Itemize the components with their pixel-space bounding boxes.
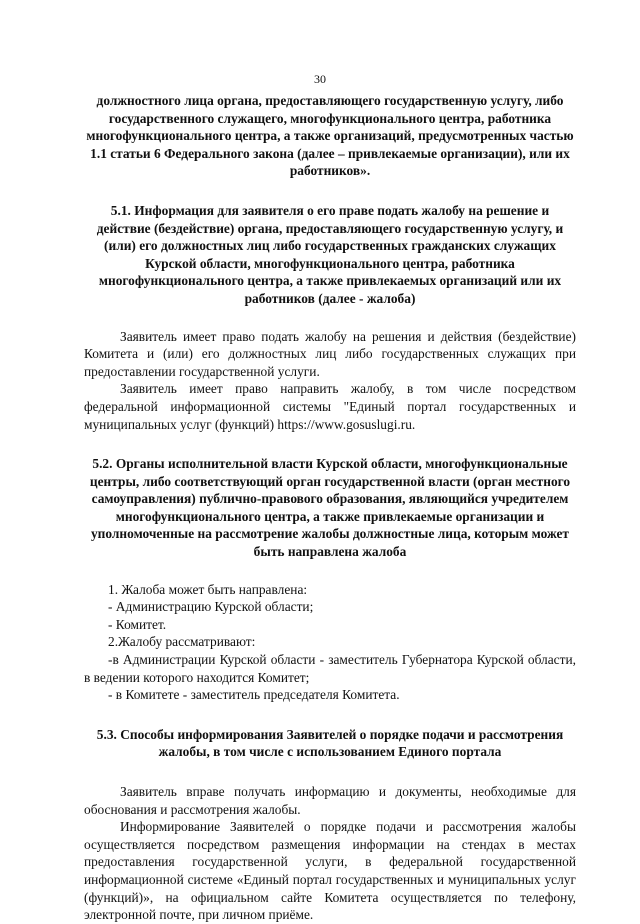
section-5-2-line-4: 2.Жалобу рассматривают:: [108, 634, 256, 650]
section-5-3-paragraph-2: Информирование Заявителей о порядке подачи и рассмотрения жалобы осуществляется посредством размещения информации на стендах в местах предоставления государственной услуги, в федеральной государственной информационной системе «Единый портал государственных и муниципальных услуг (функций)», на официальном сайте Комитета осуществляется по телефону, электронной почте, при личном приёме.: [84, 819, 576, 923]
section-5-1-paragraph-1: Заявитель имеет право подать жалобу на решения и действия (бездействие) Комитета и (или) его должностных лиц либо государственных служащих при предоставлении государственной услуги.: [84, 328, 576, 379]
section-5-3-heading: 5.3. Способы информирования Заявителей о порядке подачи и рассмотрения жалобы, в том числе с использованием Единого портала: [96, 726, 564, 760]
section-5-1-heading: 5.1. Информация для заявителя о его праве подать жалобу на решение и действие (бездействие) органа, предоставляющего государственную услугу, и (или) его должностных лиц либо государственных гражданских служащих Курской области, многофункционального центра, работника многофункционального центра, а также привлекаемых организаций или их работников (далее - жалоба): [96, 202, 564, 306]
page-number: 30: [314, 72, 326, 86]
section-5-2-line-3: - Комитет.: [108, 616, 167, 632]
section-5-2-line-6: - в Комитете - заместитель председателя Комитета.: [108, 687, 400, 703]
intro-heading: должностного лица органа, предоставляющего государственную услугу, либо государственного служащего, многофункционального центра, работника многофункционального центра, а также организаций, предусмотренных частью 1.1 статьи 6 Федерального закона (далее – привлекаемые организации), или их работников».: [86, 93, 574, 179]
section-5-1-paragraph-2: Заявитель имеет право направить жалобу, в том числе посредством федеральной информационной системы "Единый портал государственных и муниципальных услуг (функций) https://www.gosuslugi.ru.: [84, 381, 576, 432]
document-body: [84, 58, 576, 924]
section-5-2-line-1: 1. Жалоба может быть направлена:: [108, 581, 308, 597]
section-5-2-line-2: - Администрацию Курской области;: [108, 599, 314, 615]
section-5-2-heading: 5.2. Органы исполнительной власти Курской области, многофункциональные центры, либо соответствующий орган государственной власти (орган местного самоуправления) публично-правового образования, являющийся учредителем многофункционального центра, а также привлекаемые организации и уполномоченные на рассмотрение жалобы должностные лица, которым может быть направлена жалоба: [89, 456, 571, 560]
section-5-3-paragraph-1: Заявитель вправе получать информацию и документы, необходимые для обоснования и рассмотрения жалобы.: [84, 784, 576, 817]
section-5-2-line-5: -в Администрации Курской области - заместитель Губернатора Курской области, в ведении которого находится Комитет;: [84, 652, 576, 685]
